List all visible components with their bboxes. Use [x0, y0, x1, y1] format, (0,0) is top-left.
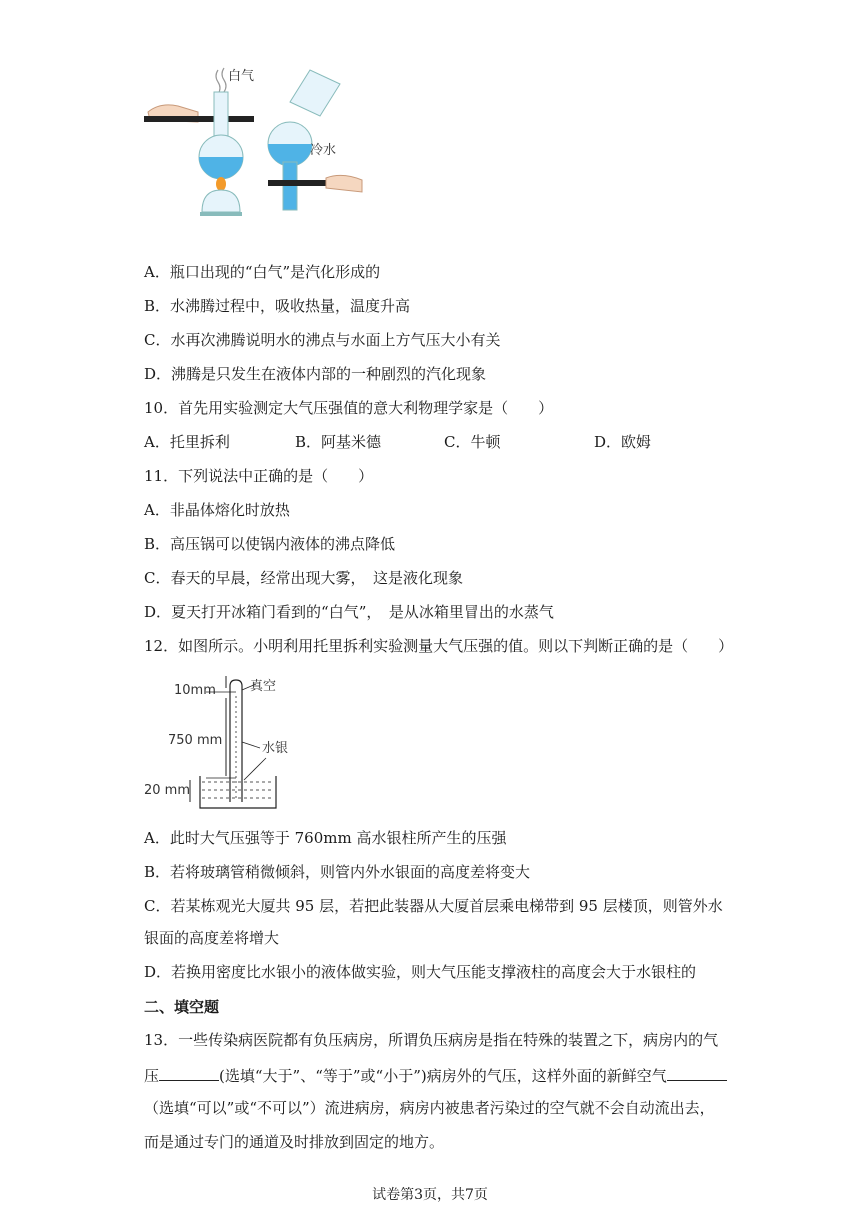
- page-footer: 试卷第3页，共7页: [372, 1187, 488, 1203]
- q10-option-a: A．托里拆利: [144, 433, 230, 451]
- q9-option-a: A．瓶口出现的“白气”是汽化形成的: [144, 263, 381, 281]
- q13-line-2-middle: (选填“大于”、“等于”或“小于”)病房外的气压，这样外面的新鲜空气: [219, 1067, 667, 1085]
- q12-option-c-continued: 银面的高度差将增大: [144, 929, 280, 947]
- q13-line-4: 而是通过专门的通道及时排放到固定的地方。: [144, 1133, 445, 1151]
- q12-option-b: B．若将玻璃管稍微倾斜，则管内外水银面的高度差将变大: [144, 863, 531, 881]
- q11-option-b: B．高压锅可以使锅内液体的沸点降低: [144, 535, 396, 553]
- q10-option-d: D．欧姆: [594, 433, 652, 451]
- q11-option-c: C．春天的早晨，经常出现大雾， 这是液化现象: [144, 569, 463, 587]
- torricelli-figure: [144, 670, 314, 815]
- q10-stem: 10．首先用实验测定大气压强值的意大利物理学家是（ ）: [144, 399, 554, 417]
- section-title: 二、填空题: [144, 998, 220, 1016]
- q12-stem: 12．如图所示。小明利用托里拆利实验测量大气压强的值。则以下判断正确的是（ ）: [144, 637, 734, 655]
- label-750mm: 750 mm: [168, 733, 223, 748]
- q13-blank-2[interactable]: [667, 1064, 727, 1081]
- q13-line-2: [144, 1064, 727, 1086]
- q10-option-b: B．阿基米德: [295, 433, 382, 451]
- q13-line-1: 13．一些传染病医院都有负压病房，所谓负压病房是指在特殊的装置之下，病房内的气: [144, 1031, 719, 1049]
- q12-option-a: A．此时大气压强等于 760mm 高水银柱所产生的压强: [144, 829, 507, 847]
- q13-line-3: （选填“可以”或“不可以”）流进病房，病房内被患者污染过的空气就不会自动流出去，: [144, 1099, 715, 1117]
- q11-stem: 11．下列说法中正确的是（ ）: [144, 467, 374, 485]
- label-vacuum: 真空: [250, 679, 277, 694]
- q12-option-d: D．若换用密度比水银小的液体做实验，则大气压能支撑液柱的高度会大于水银柱的: [144, 963, 697, 981]
- label-mercury: 水银: [262, 741, 289, 756]
- label-10mm: 10mm: [174, 683, 216, 698]
- q9-option-d: D．沸腾是只发生在液体内部的一种剧烈的汽化现象: [144, 365, 487, 383]
- q11-option-d: D．夏天打开冰箱门看到的“白气”， 是从冰箱里冒出的水蒸气: [144, 603, 554, 621]
- q9-option-c: C．水再次沸腾说明水的沸点与水面上方气压大小有关: [144, 331, 501, 349]
- q10-option-c: C．牛顿: [444, 433, 501, 451]
- label-20mm: 20 mm: [144, 783, 191, 798]
- q13-blank-1[interactable]: [159, 1064, 219, 1081]
- q11-option-a: A．非晶体熔化时放热: [144, 501, 290, 519]
- q12-option-c: C．若某栋观光大厦共 95 层，若把此装器从大厦首层乘电梯带到 95 层楼顶，则管外水: [144, 897, 723, 915]
- steam-label: 白气: [228, 69, 255, 84]
- cold-water-label: 冷水: [310, 143, 337, 158]
- q13-line-2-start: 压: [144, 1067, 160, 1085]
- boiling-experiment-figure: [140, 62, 370, 222]
- q9-option-b: B．水沸腾过程中，吸收热量，温度升高: [144, 297, 411, 315]
